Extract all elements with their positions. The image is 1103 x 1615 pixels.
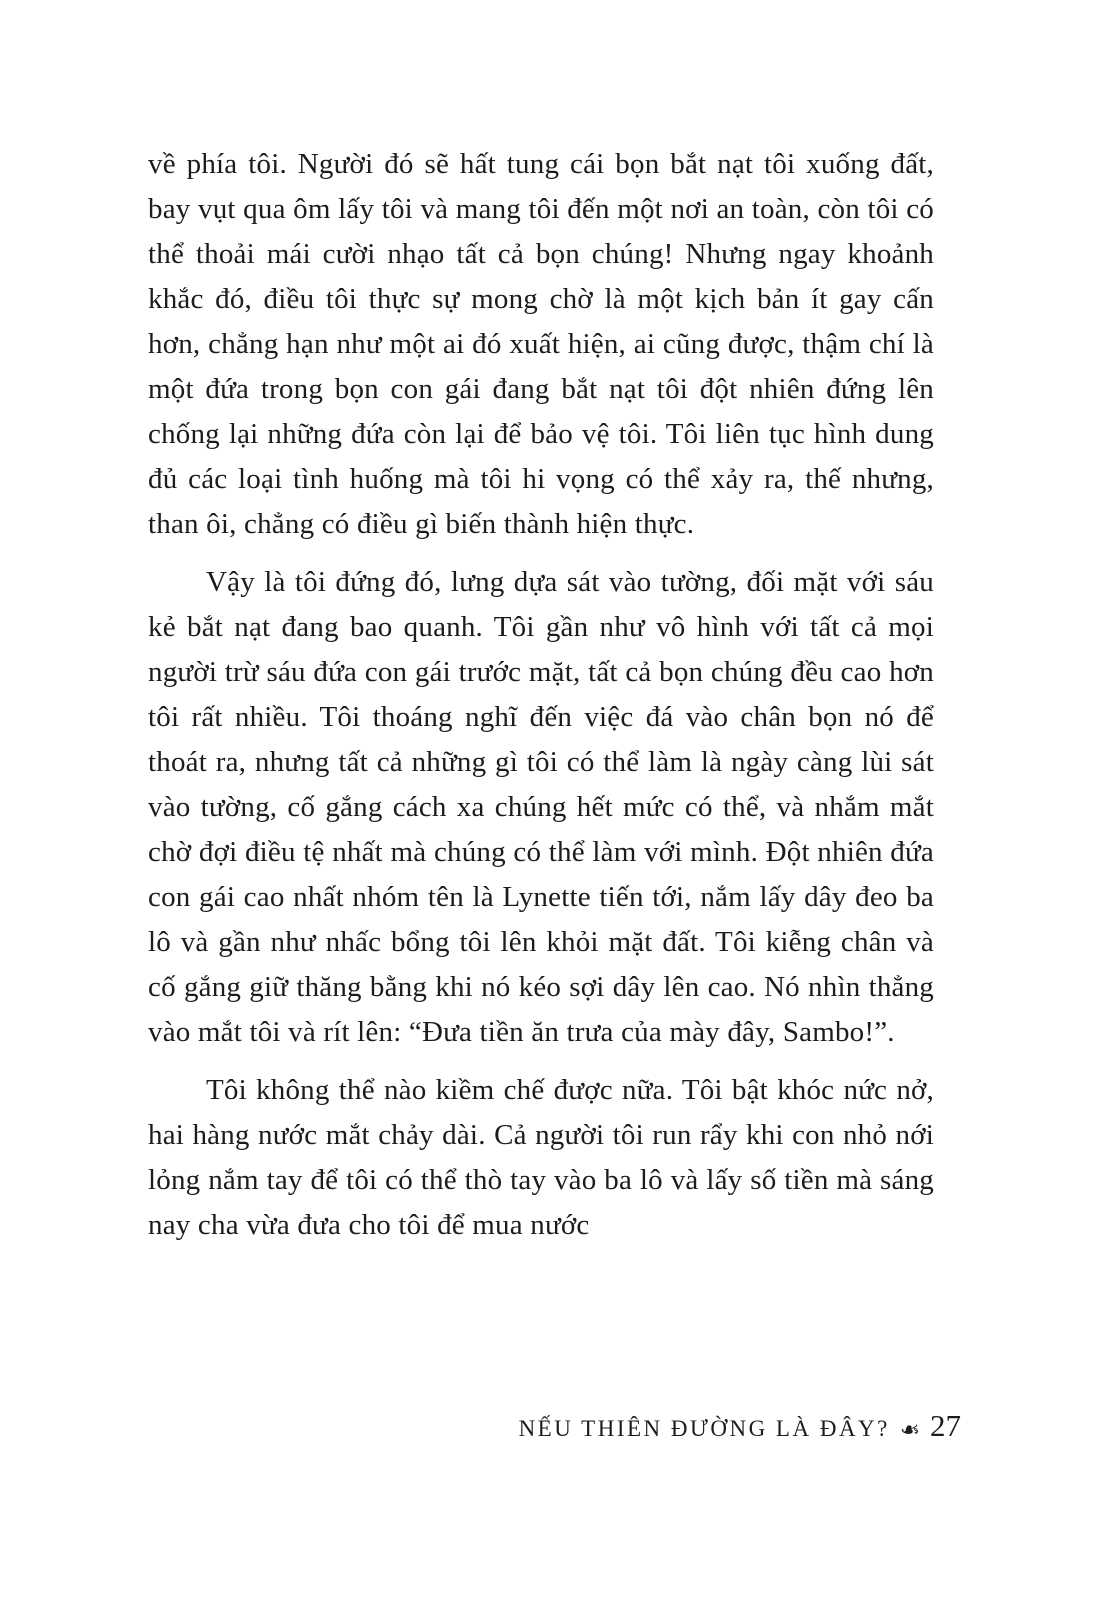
page-footer: [519, 1408, 961, 1444]
paragraph: về phía tôi. Người đó sẽ hất tung cái bọn bắt nạt tôi xuống đất, bay vụt qua ôm lấy tôi và mang tôi đến một nơi an toàn, còn tôi có thể thoải mái cười nhạo tất cả bọn chúng! Nhưng ngay khoảnh khắc đó, điều tôi thực sự mong chờ là một kịch bản ít gay cấn hơn, chẳng hạn như một ai đó xuất hiện, ai cũng được, thậm chí là một đứa trong bọn con gái đang bắt nạt tôi đột nhiên đứng lên chống lại những đứa còn lại để bảo vệ tôi. Tôi liên tục hình dung đủ các loại tình huống mà tôi hi vọng có thể xảy ra, thế nhưng, than ôi, chẳng có điều gì biến thành hiện thực.: [148, 148, 934, 540]
page-number: 27: [930, 1408, 961, 1443]
leaf-ornament-icon: ❧: [899, 1416, 920, 1444]
running-title: NẾU THIÊN ĐƯỜNG LÀ ĐÂY?: [518, 1416, 890, 1441]
page-text-block: [148, 142, 934, 1248]
paragraph: Vậy là tôi đứng đó, lưng dựa sát vào tường, đối mặt với sáu kẻ bắt nạt đang bao quanh. Tôi gần như vô hình với tất cả mọi người trừ sáu đứa con gái trước mặt, tất cả bọn chúng đều cao hơn tôi rất nhiều. Tôi thoáng nghĩ đến việc đá vào chân bọn nó để thoát ra, nhưng tất cả những gì tôi có thể làm là ngày càng lùi sát vào tường, cố gắng cách xa chúng hết mức có thể, và nhắm mắt chờ đợi điều tệ nhất mà chúng có thể làm với mình. Đột nhiên đứa con gái cao nhất nhóm tên là Lynette tiến tới, nắm lấy dây đeo ba lô và gần như nhấc bổng tôi lên khỏi mặt đất. Tôi kiễng chân và cố gắng giữ thăng bằng khi nó kéo sợi dây lên cao. Nó nhìn thẳng vào mắt tôi và rít lên: “Đưa tiền ăn trưa của mày đây, Sambo!”.: [148, 566, 934, 1048]
paragraph: Tôi không thể nào kiềm chế được nữa. Tôi bật khóc nức nở, hai hàng nước mắt chảy dài. Cả người tôi run rẩy khi con nhỏ nới lỏng nắm tay để tôi có thể thò tay vào ba lô và lấy số tiền mà sáng nay cha vừa đưa cho tôi để mua nước: [148, 1074, 934, 1241]
